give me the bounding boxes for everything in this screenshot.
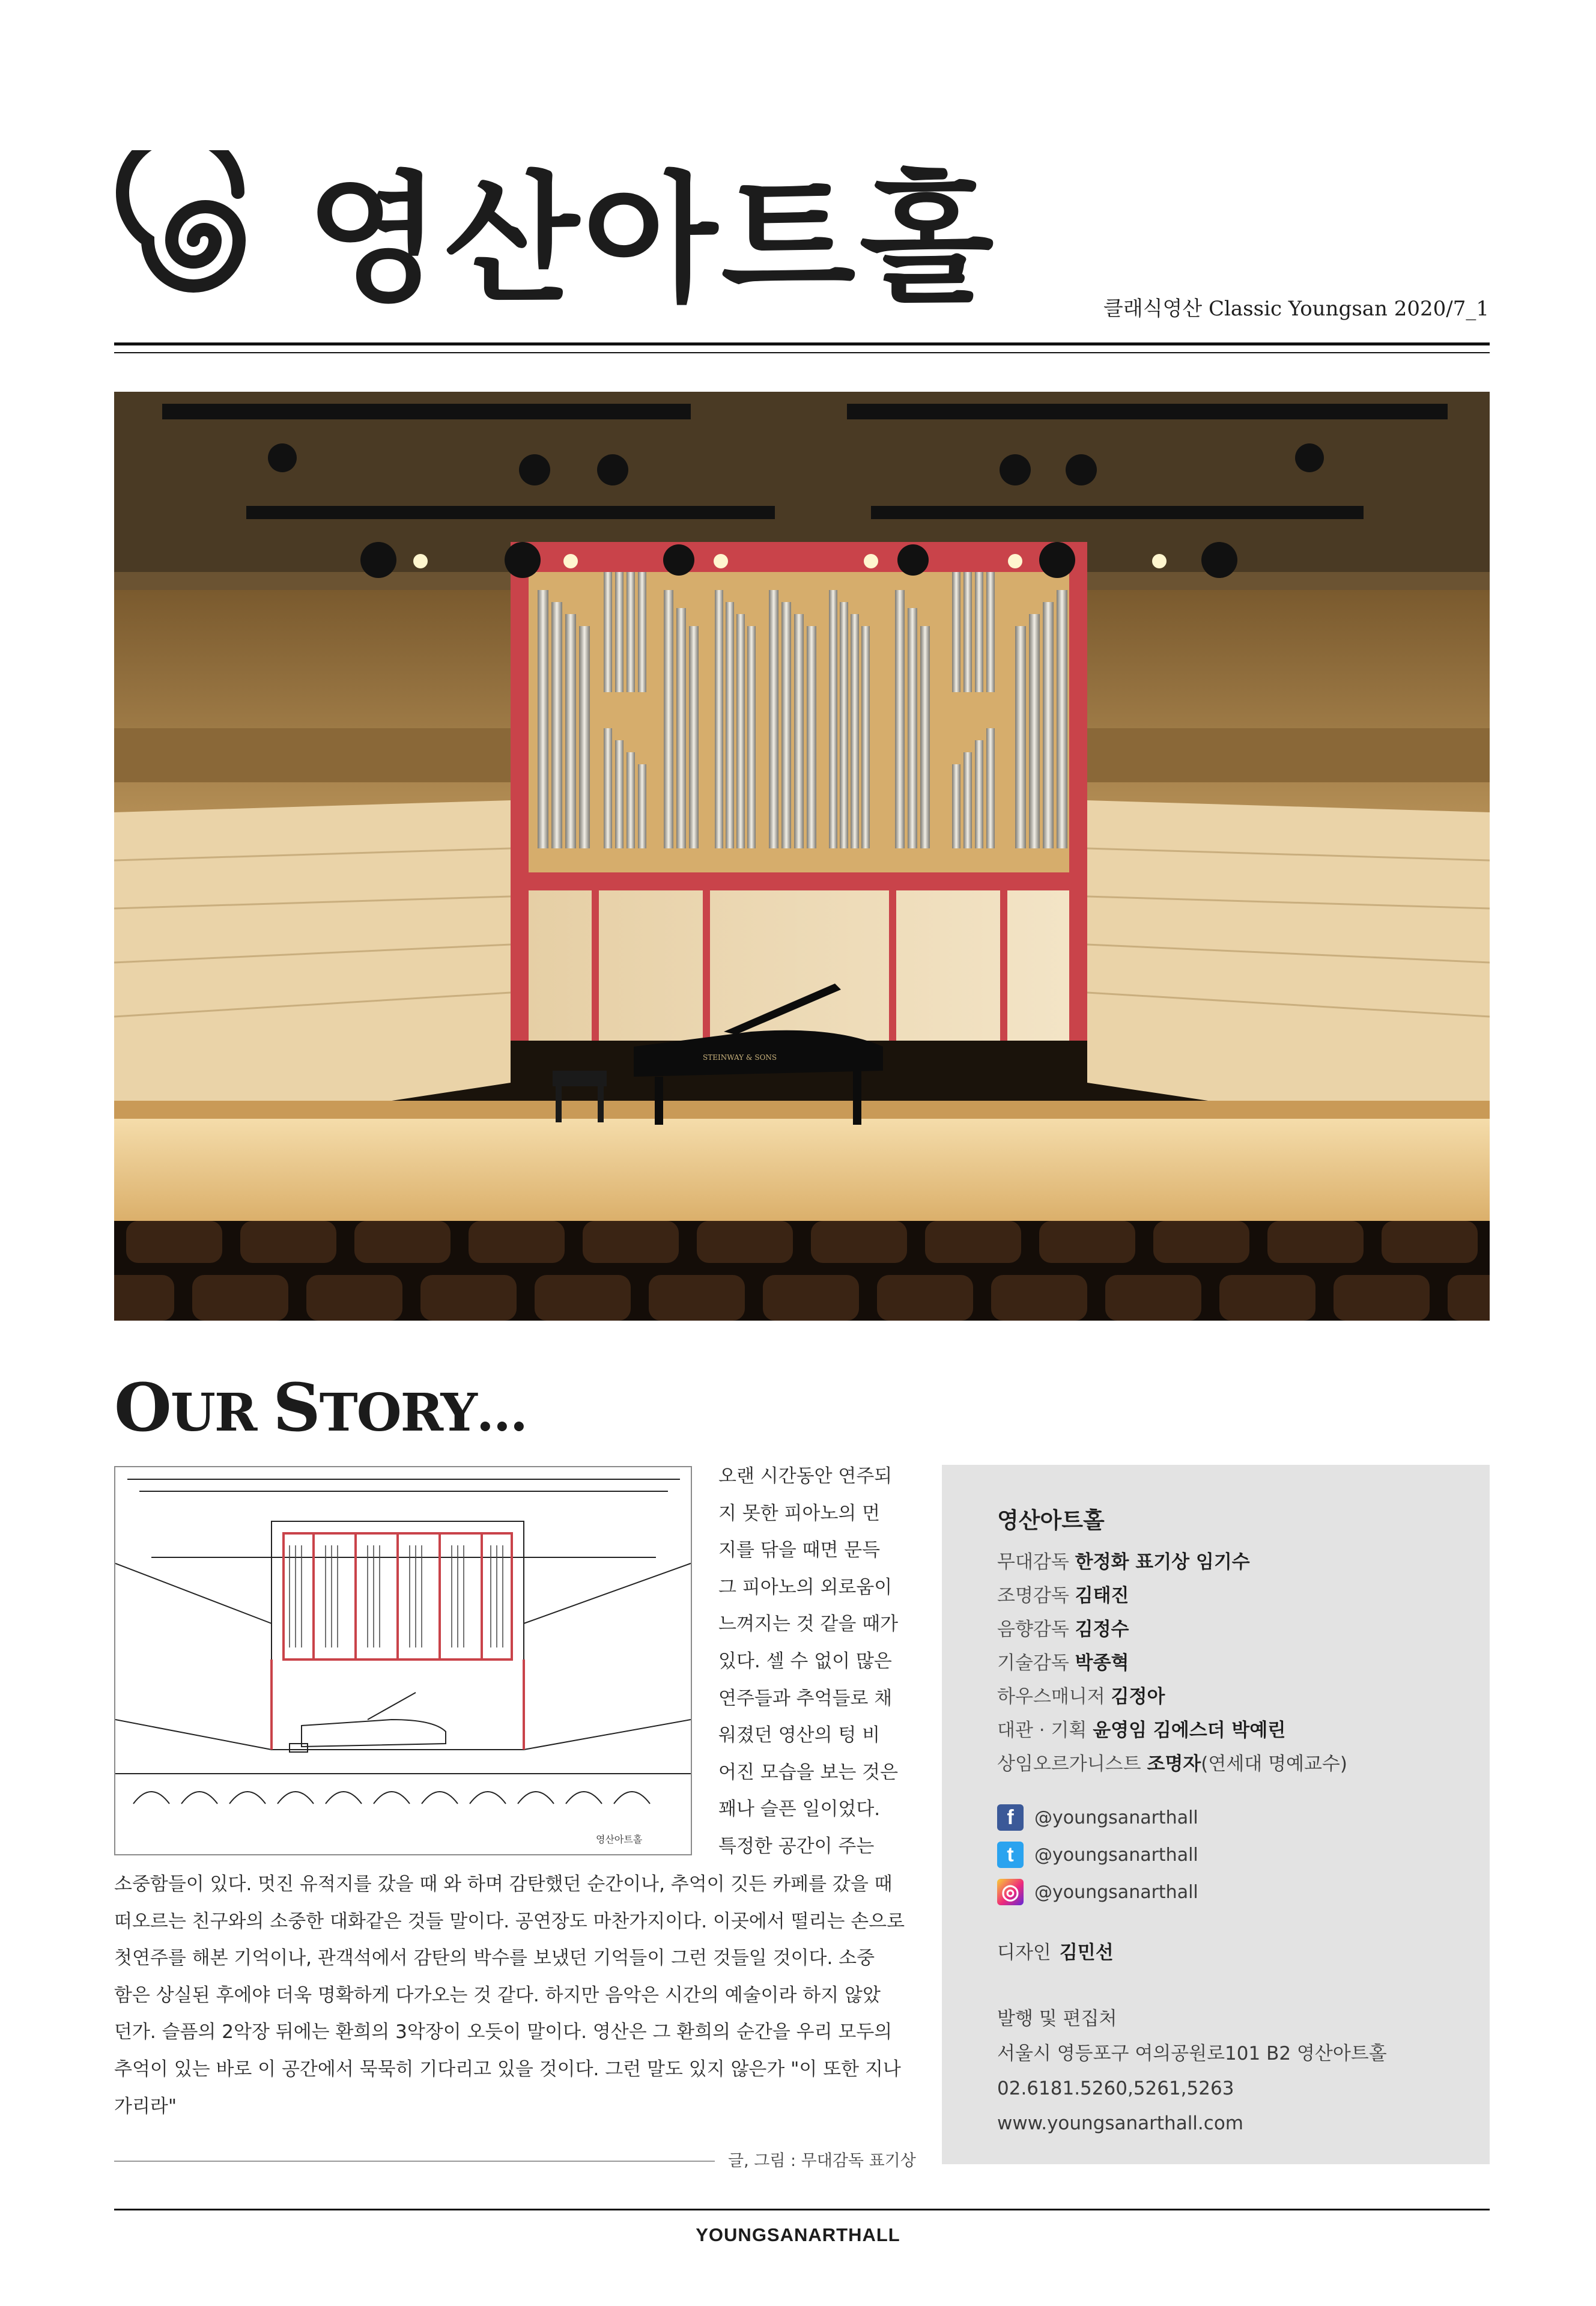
story-line: 오랜 시간동안 연주되 — [718, 1465, 893, 1487]
staff-role: 조명감독 — [997, 1585, 1069, 1607]
staff-note: (연세대 명예교수) — [1201, 1753, 1347, 1775]
story-line: 느껴지는 것 같을 때가 — [718, 1613, 899, 1635]
story-line: 그 피아노의 외로움이 — [718, 1576, 893, 1598]
staff-row — [997, 1680, 1478, 1714]
sketch-illustration — [115, 1467, 691, 1854]
facebook-link[interactable] — [997, 1799, 1478, 1836]
stage-sketch-drawing — [114, 1466, 692, 1855]
story-text-column — [718, 1458, 899, 1866]
designer-name: 김민선 — [1059, 1942, 1114, 1964]
story-line: 연주들과 추억들로 채 — [718, 1687, 893, 1709]
infobox-title: 영산아트홀 — [997, 1507, 1105, 1533]
staff-row — [997, 1613, 1478, 1646]
publisher-info — [997, 2001, 1478, 2141]
story-line: 함은 상실된 후에야 더욱 명확하게 다가오는 것 같다. 하지만 음악은 시간의 예술이라 하지 않았 — [114, 1984, 881, 2006]
designer-credit — [997, 1937, 1478, 1964]
staff-role: 하우스매니저 — [997, 1686, 1105, 1708]
staff-info-box — [942, 1465, 1490, 2164]
story-line: 지를 닦을 때면 문득 — [718, 1539, 881, 1562]
staff-names: 윤영임 김에스더 박예린 — [1093, 1720, 1286, 1741]
facebook-icon: f — [997, 1804, 1024, 1831]
story-line: 던가. 슬픔의 2악장 뒤에는 환희의 3악장이 오듯이 말이다. 영산은 그 환희의 순간을 우리 모두의 — [114, 2021, 893, 2043]
staff-role: 기술감독 — [997, 1652, 1069, 1674]
story-title: OUR STORY… — [114, 1369, 527, 1446]
social-links — [997, 1799, 1478, 1911]
staff-row — [997, 1747, 1478, 1781]
staff-names: 김정아 — [1111, 1686, 1165, 1708]
staff-role: 상임오르가니스트 — [997, 1753, 1141, 1775]
staff-names: 김태진 — [1075, 1585, 1129, 1607]
twitter-link[interactable] — [997, 1836, 1478, 1873]
staff-names: 한정화 표기상 임기수 — [1075, 1551, 1250, 1573]
sketch-signature: 영산아트홀 — [596, 1834, 643, 1845]
story-line: 떠오르는 친구와의 소중한 대화같은 것들 말이다. 공연장도 마찬가지이다. 이곳에서 떨리는 손으로 — [114, 1910, 905, 1932]
masthead-rule-thick — [114, 342, 1490, 345]
story-line: 가리라" — [114, 2095, 177, 2117]
footer-rule — [114, 2209, 1490, 2210]
publisher-website[interactable]: www.youngsanarthall.com — [997, 2113, 1243, 2134]
piano-brand-label: STEINWAY & SONS — [703, 1053, 777, 1062]
footer-brand: YOUNGSANARTHALL — [696, 2224, 900, 2245]
story-line: 어진 모습을 보는 것은 — [718, 1761, 899, 1783]
story-line: 있다. 셀 수 없이 많은 — [718, 1650, 892, 1672]
story-line: 특정한 공간이 주는 — [718, 1835, 875, 1857]
credit-divider — [114, 2161, 715, 2162]
publisher-phone: 02.6181.5260,5261,5263 — [997, 2078, 1234, 2099]
masthead-logo — [114, 144, 1099, 342]
publisher-label: 발행 및 편집처 — [997, 2008, 1117, 2030]
staff-role: 음향감독 — [997, 1619, 1069, 1640]
instagram-link[interactable] — [997, 1873, 1478, 1911]
logo-wordmark: 영산아트홀 — [306, 157, 998, 321]
instagram-icon: ◎ — [997, 1879, 1024, 1905]
staff-names: 박종혁 — [1075, 1652, 1129, 1674]
spiral-logo-icon — [114, 150, 294, 330]
facebook-handle: @youngsanarthall — [1034, 1807, 1198, 1828]
story-line: 워졌던 영산의 텅 비 — [718, 1724, 881, 1747]
staff-names: 김정수 — [1075, 1619, 1129, 1640]
instagram-handle: @youngsanarthall — [1034, 1881, 1198, 1903]
staff-names: 조명자 — [1147, 1753, 1201, 1775]
hero-concert-hall-photo — [114, 392, 1490, 1321]
staff-role: 무대감독 — [997, 1551, 1069, 1573]
issue-label: 클래식영산 Classic Youngsan 2020/7_1 — [1103, 297, 1489, 321]
story-line: 추억이 있는 바로 이 공간에서 묵묵히 기다리고 있을 것이다. 그런 말도 있지 않은가 "이 또한 지나 — [114, 2058, 901, 2080]
story-text-full — [114, 1866, 905, 2125]
staff-row — [997, 1714, 1478, 1747]
designer-label: 디자인 — [997, 1942, 1051, 1964]
staff-row — [997, 1646, 1478, 1680]
story-line: 꽤나 슬픈 일이었다. — [718, 1798, 881, 1821]
staff-role: 대관 · 기획 — [997, 1720, 1087, 1741]
staff-row — [997, 1579, 1478, 1613]
twitter-handle: @youngsanarthall — [1034, 1844, 1198, 1866]
story-line: 지 못한 피아노의 먼 — [718, 1502, 881, 1524]
twitter-icon: t — [997, 1842, 1024, 1868]
story-credit: 글, 그림 : 무대감독 표기상 — [728, 2152, 916, 2170]
story-line: 소중함들이 있다. 멋진 유적지를 갔을 때 와 하며 감탄했던 순간이나, 추억이 깃든 카페를 갔을 때 — [114, 1873, 893, 1895]
story-line: 첫연주를 해본 기억이나, 관객석에서 감탄의 박수를 보냈던 기억들이 그런 것들일 것이다. 소중 — [114, 1947, 875, 1970]
staff-row — [997, 1545, 1478, 1579]
masthead-rule-thin — [114, 352, 1490, 353]
publisher-address: 서울시 영등포구 여의공원로101 B2 영산아트홀 — [997, 2043, 1387, 2064]
concert-hall-illustration — [114, 392, 1490, 1321]
